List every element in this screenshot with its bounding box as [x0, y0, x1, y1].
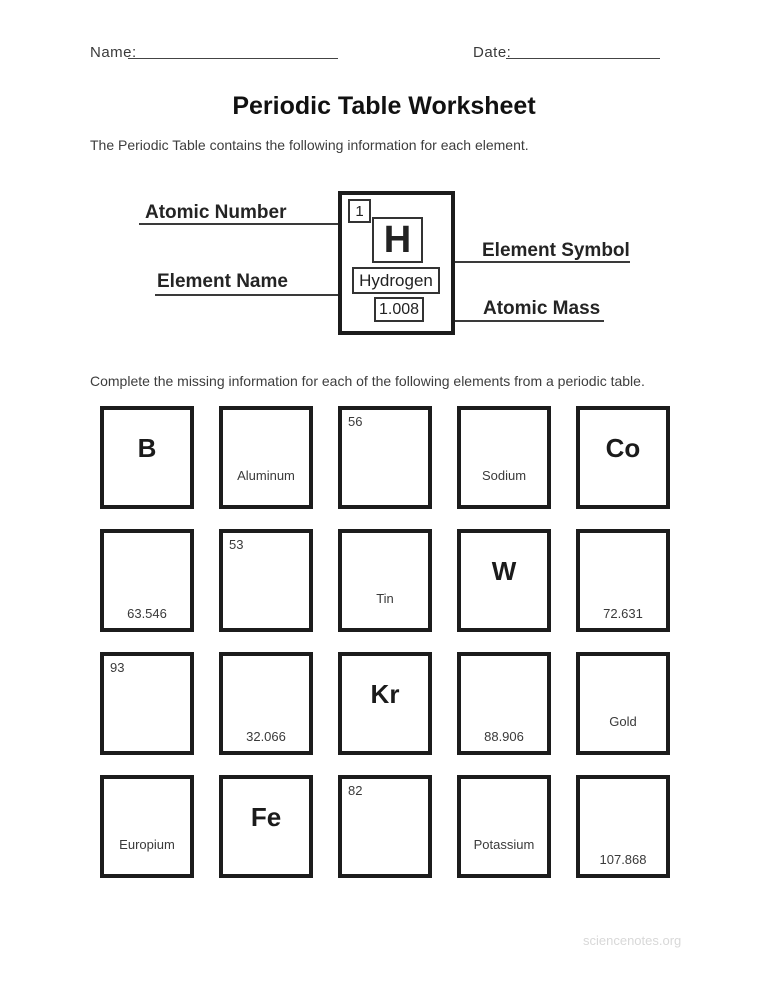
cell-name: Sodium [481, 468, 527, 483]
element-cell [219, 775, 313, 878]
footer-credit: sciencenotes.org [583, 933, 682, 948]
element-cell [100, 775, 194, 878]
example-name: Hydrogen [359, 270, 433, 290]
element-symbol-label: Element Symbol [482, 240, 630, 261]
cell-mass: 63.546 [127, 606, 167, 621]
cell-number: 56 [348, 414, 363, 429]
element-cell [338, 406, 432, 509]
element-cell [219, 529, 313, 632]
element-cell [576, 529, 670, 632]
cell-number: 82 [348, 783, 363, 798]
cell-symbol: Fe [250, 802, 282, 832]
example-symbol: H [383, 218, 412, 261]
element-grid [100, 406, 670, 878]
element-cell [457, 652, 551, 755]
element-cell [457, 529, 551, 632]
date-label: Date: [473, 44, 512, 61]
name-label: Name: [90, 44, 137, 61]
element-cell [100, 406, 194, 509]
example-mass: 1.008 [378, 300, 420, 318]
element-cell [100, 529, 194, 632]
example-mass-box [374, 297, 424, 322]
cell-mass: 72.631 [603, 606, 643, 621]
cell-mass: 88.906 [484, 729, 524, 744]
cell-number: 93 [110, 660, 125, 675]
element-cell [576, 406, 670, 509]
intro-text: The Periodic Table contains the following information for each element. [90, 137, 529, 153]
cell-name: Aluminum [237, 468, 295, 483]
page-title: Periodic Table Worksheet [232, 92, 536, 120]
cell-mass: 107.868 [599, 852, 647, 867]
cell-symbol: Kr [370, 679, 400, 709]
cell-mass: 32.066 [246, 729, 286, 744]
example-atomic-number-box [348, 199, 371, 223]
element-cell [338, 652, 432, 755]
element-cell [576, 775, 670, 878]
example-symbol-box [372, 217, 423, 263]
element-cell [338, 529, 432, 632]
cell-name: Europium [119, 837, 175, 852]
element-cell [219, 406, 313, 509]
instruction-text: Complete the missing information for each of the following elements from a periodic table. [90, 373, 645, 389]
element-name-label: Element Name [157, 271, 288, 292]
cell-number: 53 [229, 537, 244, 552]
cell-symbol: Co [605, 433, 641, 463]
atomic-number-label: Atomic Number [145, 202, 287, 223]
element-cell [338, 775, 432, 878]
name-blank-line [128, 58, 338, 59]
cell-symbol: B [137, 433, 157, 463]
element-cell [457, 775, 551, 878]
element-cell [219, 652, 313, 755]
cell-symbol: W [491, 556, 517, 586]
element-cell [100, 652, 194, 755]
element-cell [457, 406, 551, 509]
atomic-mass-label: Atomic Mass [483, 298, 601, 319]
element-cell [576, 652, 670, 755]
cell-name: Gold [609, 714, 637, 729]
date-blank-line [506, 58, 660, 59]
cell-name: Potassium [473, 837, 535, 852]
element-name-callout-line [155, 294, 340, 296]
example-atomic-number: 1 [355, 202, 364, 220]
example-name-box [352, 267, 440, 294]
cell-name: Tin [376, 591, 394, 606]
